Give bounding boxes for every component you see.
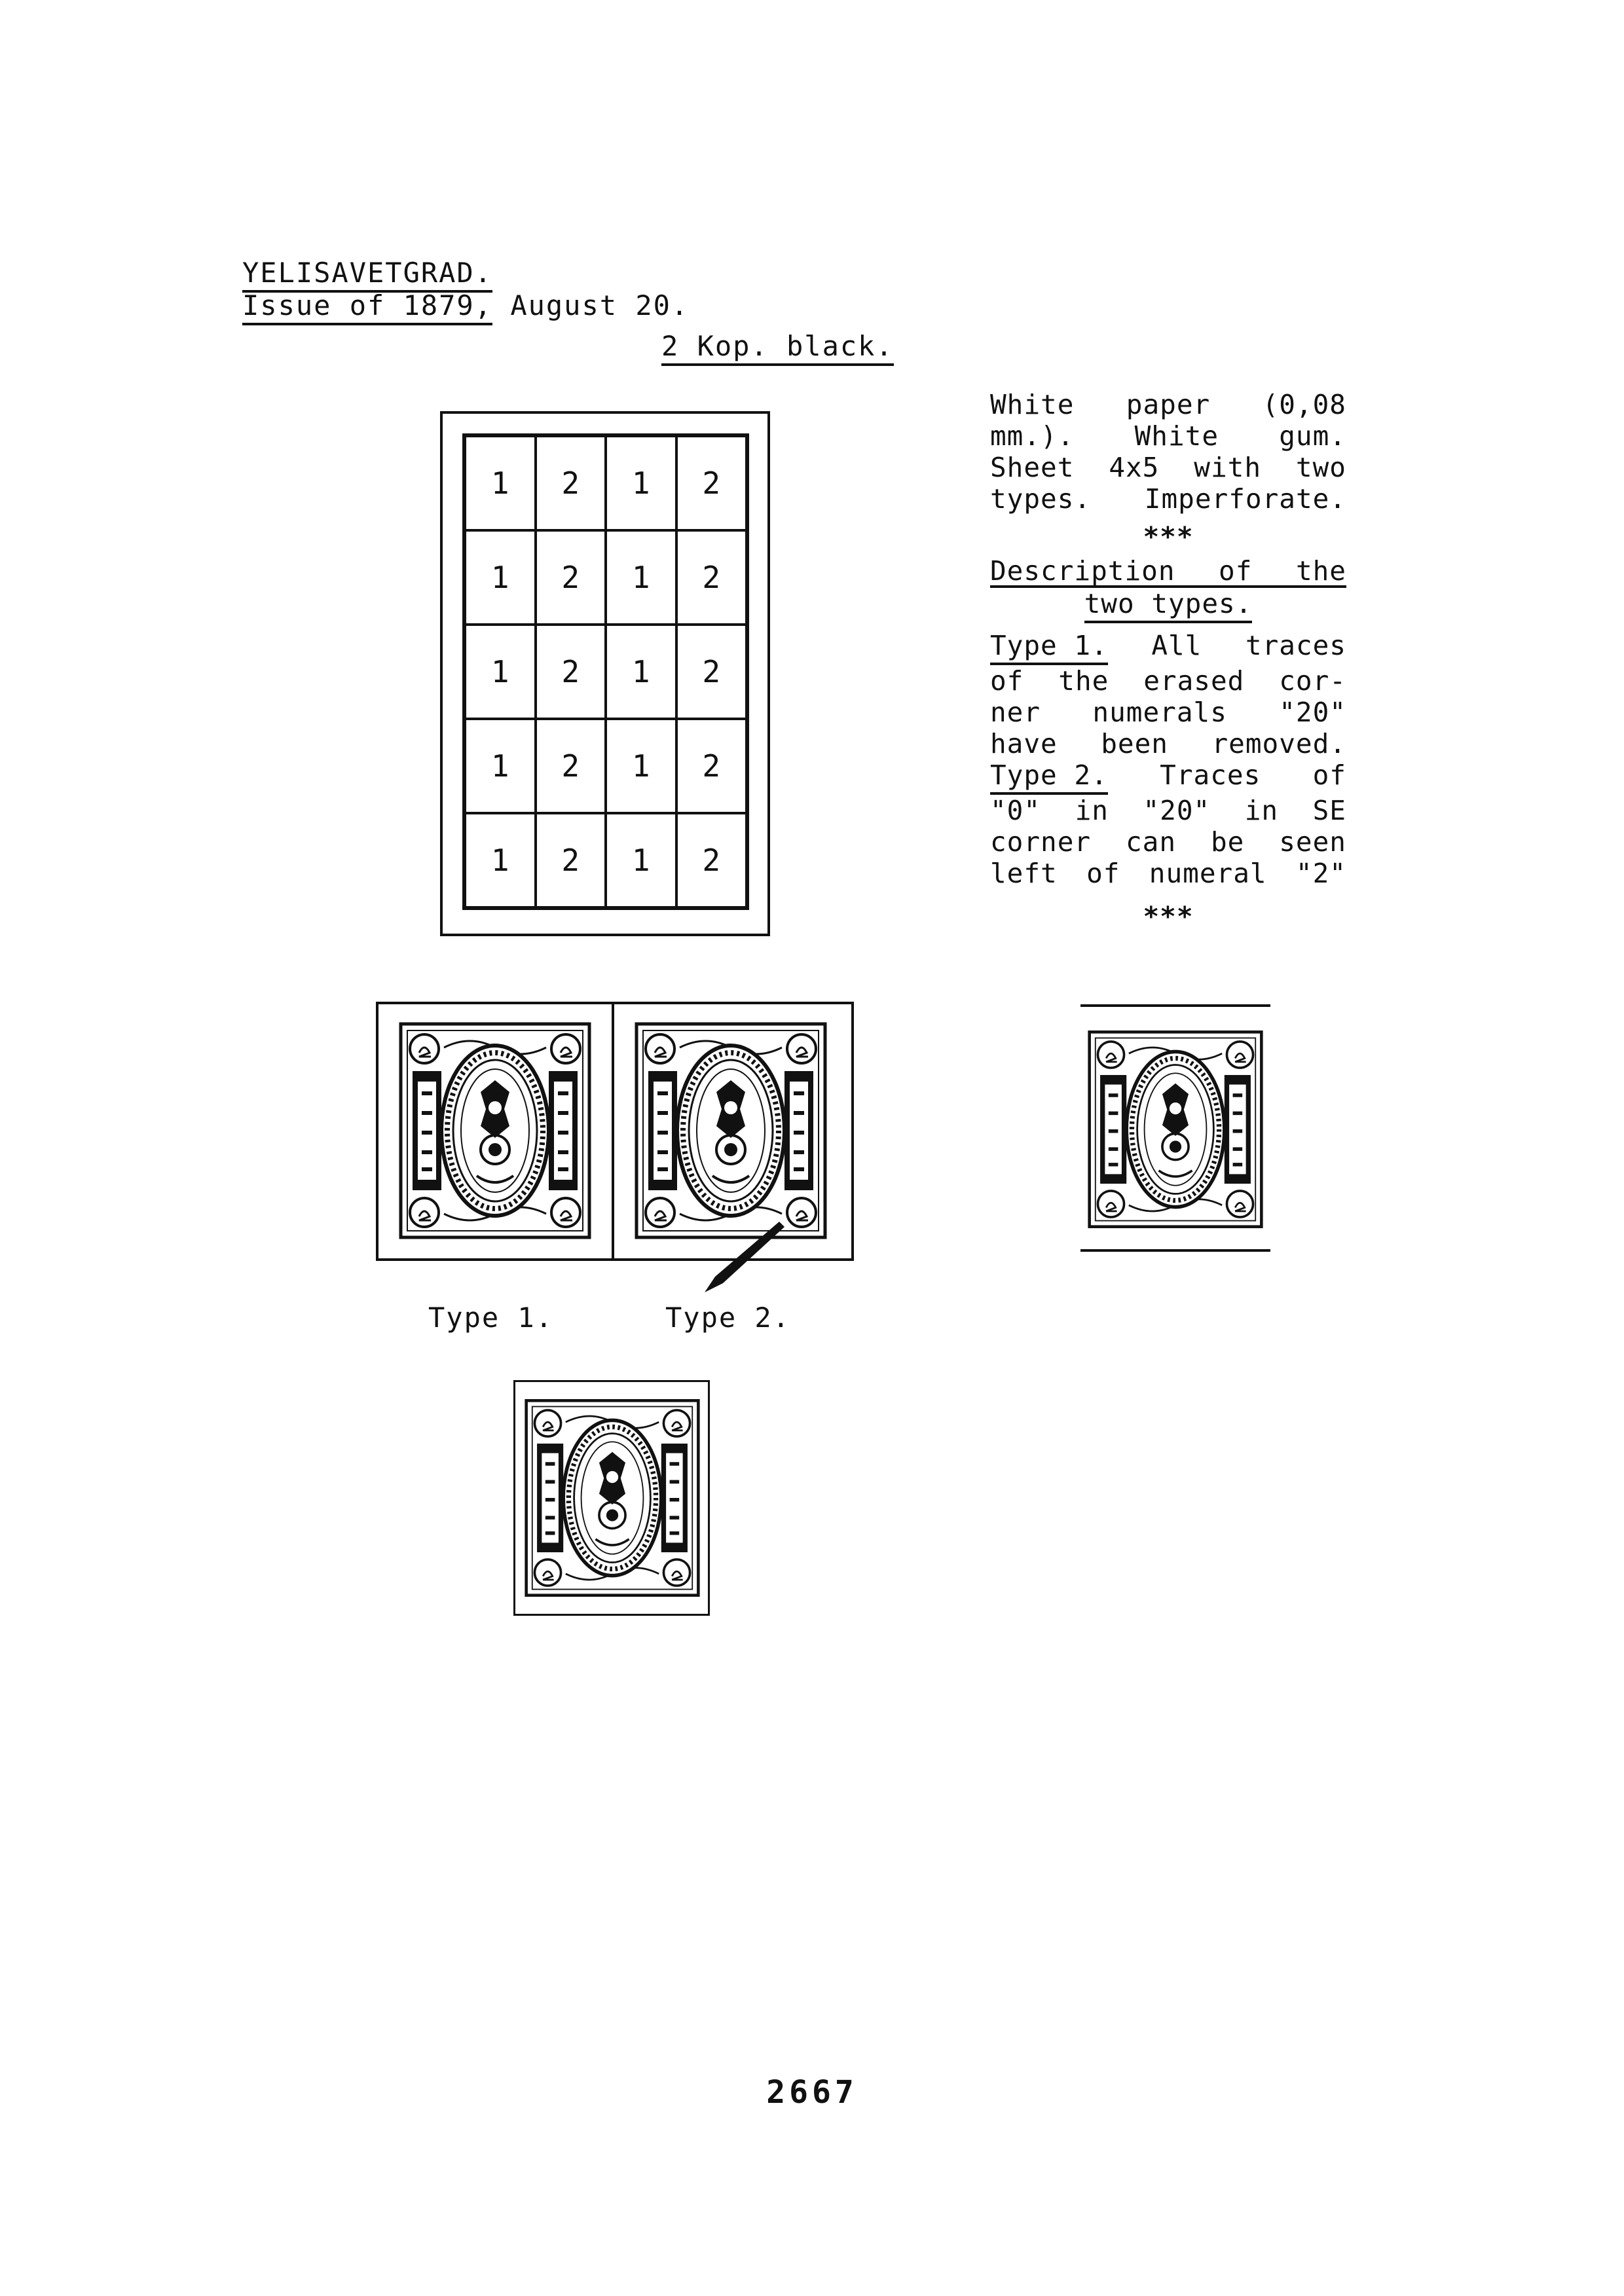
stamp-bottom bbox=[524, 1391, 701, 1605]
word: with bbox=[1194, 452, 1262, 483]
type1-label: Type 1. bbox=[990, 630, 1108, 665]
sheet-cell: 2 bbox=[676, 625, 747, 719]
caption-type1: Type 1. bbox=[428, 1302, 554, 1334]
type2-line bbox=[990, 858, 1346, 889]
single-stamp-top-line bbox=[1080, 1004, 1270, 1007]
arrow-pointer-icon bbox=[701, 1218, 792, 1296]
sheet-cell: 2 bbox=[536, 530, 606, 625]
word: White bbox=[1134, 420, 1219, 452]
word: "20" bbox=[1143, 795, 1211, 826]
word: of bbox=[1312, 759, 1346, 791]
stamp-single-right bbox=[1087, 1021, 1264, 1237]
sheet-cell: 2 bbox=[536, 436, 606, 530]
word: "20" bbox=[1279, 697, 1346, 728]
page-number: 2667 bbox=[766, 2074, 858, 2111]
sheet-cell: 1 bbox=[606, 530, 676, 625]
issue-line: Issue of 1879, August 20. bbox=[242, 292, 689, 319]
type1-first-line bbox=[990, 630, 1346, 665]
single-stamp-bottom-line bbox=[1080, 1249, 1270, 1252]
sheet-cell: 1 bbox=[465, 530, 536, 625]
sheet-layout-grid bbox=[462, 433, 749, 910]
word: be bbox=[1210, 826, 1245, 858]
sheet-cell: 2 bbox=[536, 625, 606, 719]
heading-word: of bbox=[1219, 555, 1253, 587]
word: "0" bbox=[990, 795, 1041, 826]
word: Imperforate. bbox=[1144, 483, 1346, 515]
sheet-cell: 2 bbox=[676, 530, 747, 625]
word: the bbox=[1058, 665, 1109, 697]
word: in bbox=[1075, 795, 1109, 826]
type1-line bbox=[990, 665, 1346, 697]
word: All bbox=[1151, 630, 1202, 661]
word: have bbox=[990, 728, 1058, 759]
word: numerals bbox=[1092, 697, 1227, 728]
word: of bbox=[990, 665, 1024, 697]
value-color-heading: 2 Kop. black. bbox=[661, 333, 894, 360]
type1-line bbox=[990, 697, 1346, 728]
sheet-cell: 1 bbox=[606, 436, 676, 530]
paper-line bbox=[990, 420, 1346, 452]
word: 4x5 bbox=[1109, 452, 1160, 483]
word: (0,08 bbox=[1262, 389, 1346, 420]
word: corner bbox=[990, 826, 1092, 858]
heading-word: the bbox=[1295, 555, 1346, 587]
separator-2: *** bbox=[1143, 901, 1194, 932]
description-heading-line1 bbox=[990, 556, 1346, 588]
caption-type2: Type 2. bbox=[665, 1302, 791, 1334]
type2-label: Type 2. bbox=[990, 759, 1108, 795]
paper-line bbox=[990, 483, 1346, 515]
word: SE bbox=[1312, 795, 1346, 826]
type2-first-line bbox=[990, 759, 1346, 795]
word: Traces bbox=[1160, 759, 1261, 791]
type1-line bbox=[990, 728, 1346, 759]
word: of bbox=[1086, 858, 1120, 889]
sheet-cell: 1 bbox=[465, 813, 536, 907]
stamp-pair-divider bbox=[612, 1002, 614, 1261]
word: paper bbox=[1126, 389, 1211, 420]
type2-line bbox=[990, 826, 1346, 858]
word: can bbox=[1126, 826, 1177, 858]
type2-description bbox=[990, 795, 1346, 889]
type1-description bbox=[990, 665, 1346, 759]
word: seen bbox=[1279, 826, 1346, 858]
description-heading-line2: two types. bbox=[990, 588, 1346, 619]
sheet-cell: 2 bbox=[676, 813, 747, 907]
stamp-type1 bbox=[398, 1021, 592, 1240]
word: types. bbox=[990, 483, 1092, 515]
word: been bbox=[1101, 728, 1168, 759]
sheet-cell: 1 bbox=[606, 813, 676, 907]
sheet-cell: 1 bbox=[465, 625, 536, 719]
word: erased bbox=[1143, 665, 1245, 697]
word: gum. bbox=[1279, 420, 1346, 452]
paper-description bbox=[990, 389, 1346, 515]
word: left bbox=[990, 858, 1058, 889]
sheet-cell: 2 bbox=[676, 719, 747, 813]
paper-line bbox=[990, 389, 1346, 420]
word: in bbox=[1244, 795, 1279, 826]
type2-line bbox=[990, 795, 1346, 826]
word: White bbox=[990, 389, 1075, 420]
sheet-cell: 2 bbox=[536, 719, 606, 813]
paper-line bbox=[990, 452, 1346, 483]
sheet-cell: 1 bbox=[465, 719, 536, 813]
word: Sheet bbox=[990, 452, 1075, 483]
word: removed. bbox=[1211, 728, 1346, 759]
word: numeral bbox=[1149, 858, 1267, 889]
heading-word: Description bbox=[990, 555, 1175, 587]
stamp-type2 bbox=[634, 1021, 828, 1240]
sheet-cell: 2 bbox=[676, 436, 747, 530]
sheet-cell: 2 bbox=[536, 813, 606, 907]
description-block bbox=[990, 389, 1346, 932]
word: cor- bbox=[1279, 665, 1346, 697]
sheet-cell: 1 bbox=[465, 436, 536, 530]
word: two bbox=[1295, 452, 1346, 483]
word: "2" bbox=[1295, 858, 1346, 889]
sheet-cell: 1 bbox=[606, 719, 676, 813]
sheet-cell: 1 bbox=[606, 625, 676, 719]
word: ner bbox=[990, 697, 1041, 728]
separator-1: *** bbox=[1143, 521, 1194, 553]
word: mm.). bbox=[990, 420, 1075, 452]
place-heading: YELISAVETGRAD. bbox=[242, 259, 492, 287]
word: traces bbox=[1245, 630, 1346, 661]
